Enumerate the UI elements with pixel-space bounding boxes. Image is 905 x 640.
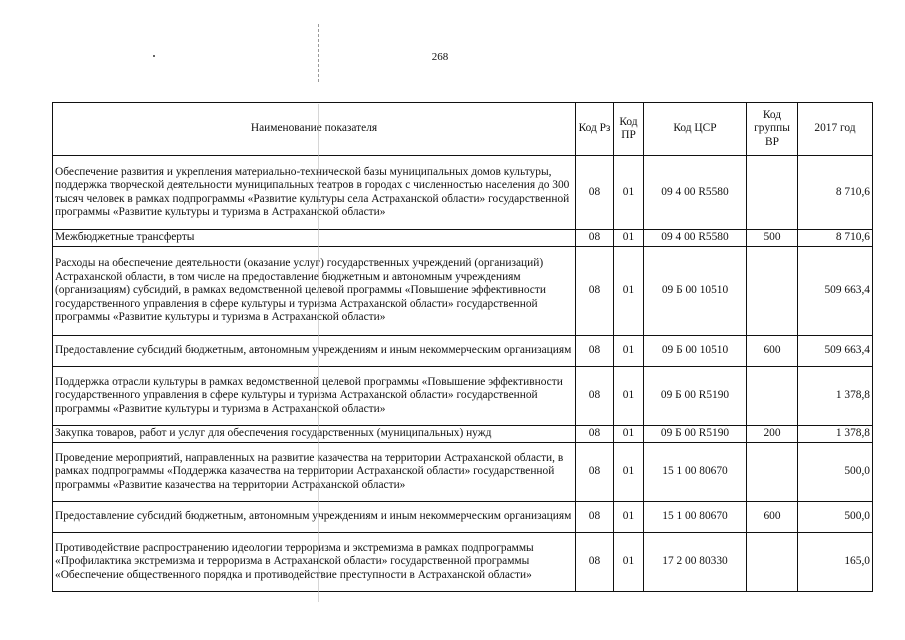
row-amount: 509 663,4 bbox=[798, 336, 873, 367]
row-rz: 08 bbox=[576, 443, 614, 502]
row-csr: 15 1 00 80670 bbox=[644, 443, 747, 502]
row-vr: 600 bbox=[747, 336, 798, 367]
table-row bbox=[53, 230, 873, 247]
row-vr bbox=[747, 156, 798, 230]
header-rz: Код Рз bbox=[576, 103, 614, 156]
row-rz: 08 bbox=[576, 367, 614, 426]
header-vr: Код группы ВР bbox=[747, 103, 798, 156]
table-row bbox=[53, 502, 873, 533]
row-amount: 8 710,6 bbox=[798, 156, 873, 230]
row-csr: 17 2 00 80330 bbox=[644, 533, 747, 592]
table-row bbox=[53, 247, 873, 336]
row-name: Поддержка отрасли культуры в рамках ведомственной целевой программы «Повышение эффективности государственного управления в сфере культуры и туризма Астраханской области» государственной программы «Развитие культуры и туризма в Астраханской области» bbox=[53, 367, 576, 426]
row-name: Обеспечение развития и укрепления материально-технической базы муниципальных домов культуры, поддержка творческой деятельности муниципальных театров в городах с численностью населения до 300 тысяч человек в рамках подпрограммы «Развитие культуры села Астраханской области» государственной программы «Развитие культуры и туризма в Астраханской области» bbox=[53, 156, 576, 230]
row-amount: 165,0 bbox=[798, 533, 873, 592]
page-number: 268 bbox=[431, 51, 449, 63]
row-csr: 09 Б 00 R5190 bbox=[644, 367, 747, 426]
row-amount: 500,0 bbox=[798, 502, 873, 533]
budget-table bbox=[52, 102, 873, 592]
row-csr: 09 Б 00 10510 bbox=[644, 247, 747, 336]
row-csr: 09 Б 00 R5190 bbox=[644, 426, 747, 443]
row-pr: 01 bbox=[614, 336, 644, 367]
row-pr: 01 bbox=[614, 502, 644, 533]
row-name: Закупка товаров, работ и услуг для обеспечения государственных (муниципальных) нужд bbox=[53, 426, 576, 443]
row-rz: 08 bbox=[576, 502, 614, 533]
row-csr: 09 4 00 R5580 bbox=[644, 156, 747, 230]
table-row bbox=[53, 443, 873, 502]
row-pr: 01 bbox=[614, 426, 644, 443]
row-pr: 01 bbox=[614, 443, 644, 502]
row-rz: 08 bbox=[576, 426, 614, 443]
row-name: Противодействие распространению идеологии терроризма и экстремизма в рамках подпрограммы «Профилактика экстремизма и терроризма в Астраханской области» государственной программы «Обеспечение общественного порядка и противодействие преступности в Астраханской области» bbox=[53, 533, 576, 592]
row-name: Межбюджетные трансферты bbox=[53, 230, 576, 247]
header-year: 2017 год bbox=[798, 103, 873, 156]
table-header-row bbox=[53, 103, 873, 156]
row-vr: 600 bbox=[747, 502, 798, 533]
row-vr bbox=[747, 443, 798, 502]
row-pr: 01 bbox=[614, 247, 644, 336]
row-rz: 08 bbox=[576, 247, 614, 336]
row-rz: 08 bbox=[576, 533, 614, 592]
row-amount: 509 663,4 bbox=[798, 247, 873, 336]
row-name: Предоставление субсидий бюджетным, автономным учреждениям и иным некоммерческим организациям bbox=[53, 502, 576, 533]
table-row bbox=[53, 367, 873, 426]
header-csr: Код ЦСР bbox=[644, 103, 747, 156]
row-pr: 01 bbox=[614, 367, 644, 426]
header-pr: Код ПР bbox=[614, 103, 644, 156]
header-name: Наименование показателя bbox=[53, 103, 576, 156]
row-name: Проведение мероприятий, направленных на развитие казачества на территории Астраханской области, в рамках подпрограммы «Поддержка казачества на территории Астраханской области» государственной программы «Развитие казачества на территории Астраханской области» bbox=[53, 443, 576, 502]
row-rz: 08 bbox=[576, 230, 614, 247]
table-row bbox=[53, 426, 873, 443]
row-name: Предоставление субсидий бюджетным, автономным учреждениям и иным некоммерческим организациям bbox=[53, 336, 576, 367]
row-name: Расходы на обеспечение деятельности (оказание услуг) государственных учреждений (организаций) Астраханской области, в том числе на предоставление бюджетным и автономным учреждениям (организациям) субсидий, в рамках ведомственной целевой программы «Повышение эффективности государственного управления в сфере культуры и туризма Астраханской области» государственной программы «Развитие культуры и туризма в Астраханской области» bbox=[53, 247, 576, 336]
table-row bbox=[53, 336, 873, 367]
row-vr bbox=[747, 247, 798, 336]
table-row bbox=[53, 533, 873, 592]
row-amount: 1 378,8 bbox=[798, 367, 873, 426]
row-amount: 500,0 bbox=[798, 443, 873, 502]
row-vr bbox=[747, 533, 798, 592]
scan-fold-line bbox=[318, 104, 319, 602]
row-amount: 1 378,8 bbox=[798, 426, 873, 443]
row-pr: 01 bbox=[614, 230, 644, 247]
row-csr: 09 Б 00 10510 bbox=[644, 336, 747, 367]
row-vr bbox=[747, 367, 798, 426]
row-vr: 200 bbox=[747, 426, 798, 443]
row-pr: 01 bbox=[614, 533, 644, 592]
row-rz: 08 bbox=[576, 156, 614, 230]
row-vr: 500 bbox=[747, 230, 798, 247]
row-pr: 01 bbox=[614, 156, 644, 230]
row-rz: 08 bbox=[576, 336, 614, 367]
row-amount: 8 710,6 bbox=[798, 230, 873, 247]
row-csr: 15 1 00 80670 bbox=[644, 502, 747, 533]
table-row bbox=[53, 156, 873, 230]
row-csr: 09 4 00 R5580 bbox=[644, 230, 747, 247]
